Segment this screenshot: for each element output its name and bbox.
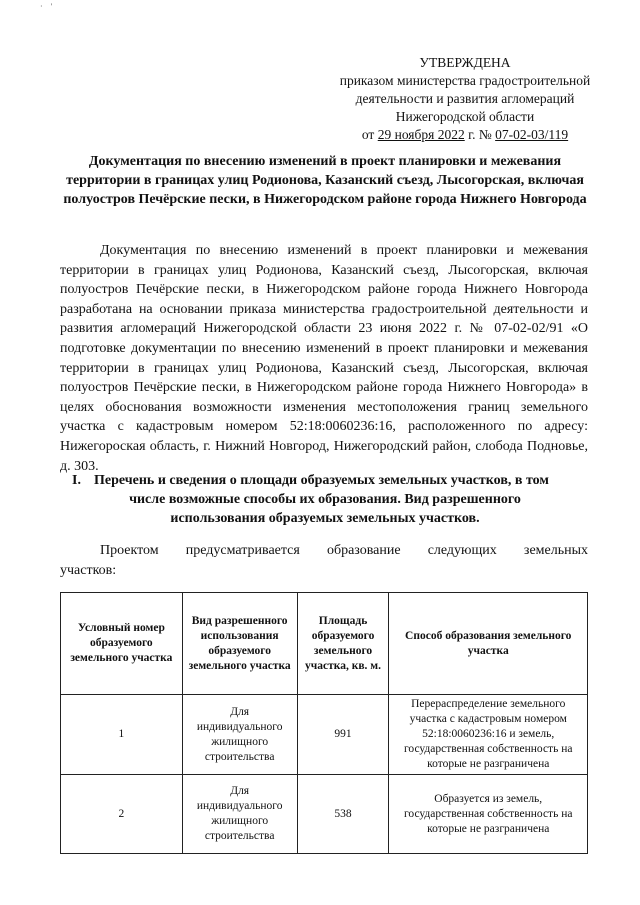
approval-date-prefix: от: [361, 127, 378, 142]
approval-line: Нижегородской области: [395, 109, 535, 124]
cell-method: Перераспределение земельного участка с кадастровым номером 52:18:0060236:16 и земель, государственная собственность на которые не разграничена: [389, 695, 588, 775]
table-row: [61, 775, 588, 854]
document-title: Документация по внесению изменений в проект планировки и межевания территории в границах улиц Родионова, Казанский съезд, Лысогорская, включая полуостров Печёрские пески, в Нижегородском районе города Нижнего Новгорода: [63, 154, 587, 207]
approval-title: УТВЕРЖДЕНА: [419, 55, 511, 70]
cell-use: Для индивидуального жилищного строительства: [182, 775, 297, 854]
cell-number: 2: [61, 775, 183, 854]
plots-intro-tail: участков:: [60, 563, 117, 578]
cell-method: Образуется из земель, государственная собственность на которые не разграничена: [389, 775, 588, 854]
approval-stamp: [320, 54, 610, 144]
section-title-line: использования образуемых земельных участков.: [170, 511, 480, 526]
intro-paragraph: Документация по внесению изменений в проект планировки и межевания территории в границах улиц Родионова, Казанский съезд, Лысогорская, включая полуостров Печёрские пески, в Нижегородском районе города Нижнего Новгорода разработана на основании приказа министерства градостроительной деятельности и развития агломераций Нижегородской области 23 июня 2022 г. № 07-02-02/91 «О подготовке документации по внесению изменений в проект планировки и межевания территории в границах улиц Родионова, Казанский съезд, Лысогорская, включая полуостров Печёрские пески, в Нижегородском районе города Нижнего Новгорода» в целях обоснования возможности изменения местоположения границ земельного участка с кадастровым номером 52:18:0060236:16, расположенного по адресу: Нижегороская область, г. Нижний Новгород, Нижегородский район, слобода Подновье, д. 303.: [60, 243, 588, 474]
cell-area: 991: [297, 695, 389, 775]
approval-date-suffix: г. №: [464, 127, 496, 142]
approval-date: 29 ноября 2022: [377, 127, 465, 142]
approval-line: приказом министерства градостроительной: [339, 73, 591, 88]
approval-date-line: [320, 126, 610, 144]
scan-marks: · ': [40, 2, 56, 11]
header-cell-number: Условный номер образуемого земельного участка: [61, 593, 183, 695]
approval-line: деятельности и развития агломераций: [355, 91, 575, 106]
table-header-row: [61, 593, 588, 695]
section-title-line: Перечень и сведения о площади образуемых земельных участков, в том: [94, 473, 549, 488]
header-cell-method: Способ образования земельного участка: [389, 593, 588, 695]
cell-area: 538: [297, 775, 389, 854]
approval-number: 07-02-03/119: [495, 127, 569, 142]
table-row: [61, 695, 588, 775]
cell-number: 1: [61, 695, 183, 775]
cell-use: Для индивидуального жилищного строительства: [182, 695, 297, 775]
header-cell-area: Площадь образуемого земельного участка, кв. м.: [297, 593, 389, 695]
plots-intro-paragraph: Проектом предусматривается образование следующих земельных: [100, 543, 588, 558]
plots-table: [60, 592, 588, 854]
header-cell-use: Вид разрешенного использования образуемого земельного участка: [182, 593, 297, 695]
section-number: I.: [72, 473, 81, 488]
section-title-line: числе возможные способы их образования. Вид разрешенного: [129, 492, 521, 507]
